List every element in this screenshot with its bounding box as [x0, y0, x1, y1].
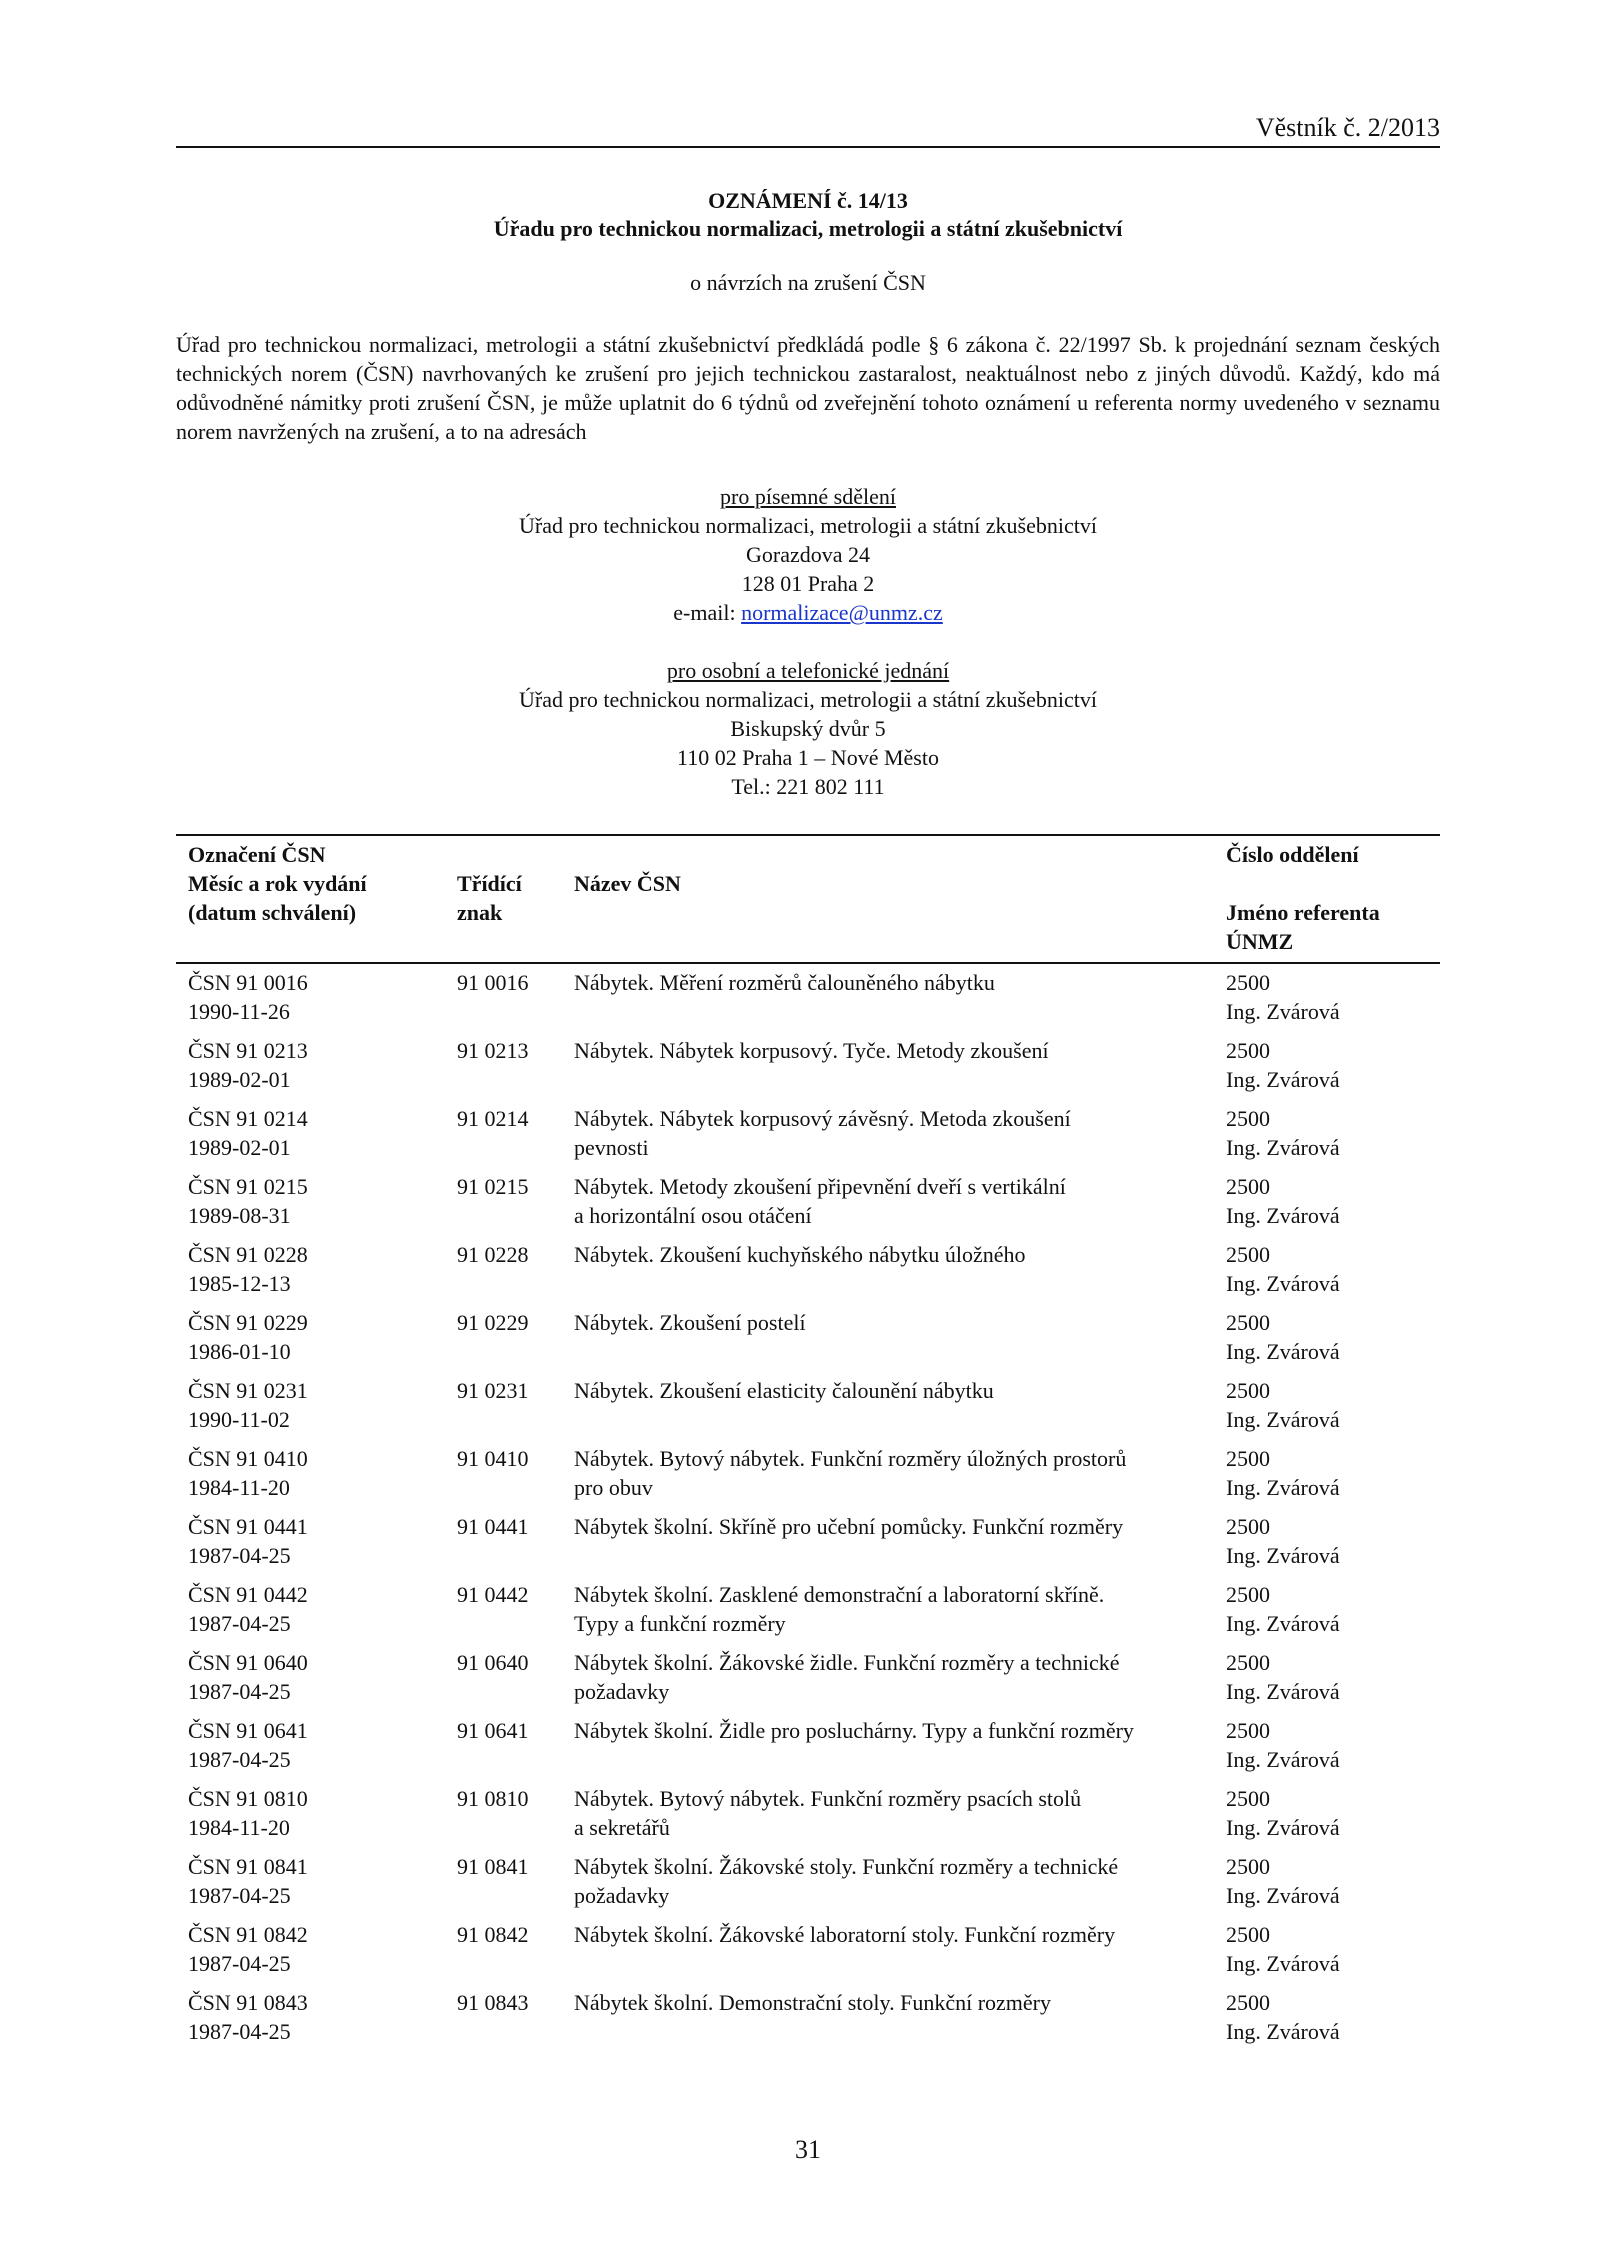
standard-code: ČSN 91 0228: [188, 1242, 308, 1267]
standard-code: ČSN 91 0641: [188, 1718, 308, 1743]
header-classification-line2: znak: [457, 900, 503, 925]
referent-name: Ing. Zvárová: [1226, 999, 1340, 1024]
table-header-rule: [176, 962, 1440, 964]
department-cell: [1226, 1444, 1436, 1502]
department-number: 2500: [1226, 1378, 1270, 1403]
department-number: 2500: [1226, 1718, 1270, 1743]
table-row: [0, 1240, 1600, 1308]
table-row: [0, 968, 1600, 1036]
designation-cell: [188, 1036, 448, 1094]
personal-contact-city: 110 02 Praha 1 – Nové Město: [677, 745, 939, 770]
standard-title-line1: Nábytek. Měření rozměrů čalouněného nábytku: [574, 970, 995, 995]
standard-title-cell: [574, 1104, 1214, 1162]
table-row: [0, 1036, 1600, 1104]
department-number: 2500: [1226, 1922, 1270, 1947]
classification-code: 91 0214: [457, 1106, 529, 1131]
written-contact-city: 128 01 Praha 2: [741, 571, 875, 596]
classification-code: 91 0442: [457, 1582, 529, 1607]
standard-code: ČSN 91 0016: [188, 970, 308, 995]
standard-title-line1: Nábytek školní. Židle pro posluchárny. Typy a funkční rozměry: [574, 1718, 1134, 1743]
department-cell: [1226, 1852, 1436, 1910]
designation-cell: [188, 1852, 448, 1910]
approval-date: 1989-08-31: [188, 1203, 291, 1228]
referent-name: Ing. Zvárová: [1226, 1883, 1340, 1908]
designation-cell: [188, 1512, 448, 1570]
approval-date: 1987-04-25: [188, 1611, 291, 1636]
standard-title-line1: Nábytek školní. Skříně pro učební pomůcky. Funkční rozměry: [574, 1514, 1124, 1539]
designation-cell: [188, 1104, 448, 1162]
referent-name: Ing. Zvárová: [1226, 1203, 1340, 1228]
table-row: [0, 1716, 1600, 1784]
department-cell: [1226, 1648, 1436, 1706]
department-cell: [1226, 1580, 1436, 1638]
referent-name: Ing. Zvárová: [1226, 1951, 1340, 1976]
standard-title-line2: a sekretářů: [574, 1815, 670, 1840]
table-top-rule: [176, 834, 1440, 836]
designation-cell: [188, 1240, 448, 1298]
classification-code: 91 0229: [457, 1310, 529, 1335]
standard-title-cell: [574, 1852, 1214, 1910]
standard-code: ČSN 91 0640: [188, 1650, 308, 1675]
department-cell: [1226, 1172, 1436, 1230]
written-contact-office: Úřad pro technickou normalizaci, metrologii a státní zkušebnictví: [519, 513, 1097, 538]
designation-cell: [188, 1716, 448, 1774]
department-cell: [1226, 1104, 1436, 1162]
referent-name: Ing. Zvárová: [1226, 1339, 1340, 1364]
classification-code: 91 0441: [457, 1514, 529, 1539]
header-designation-line3: (datum schválení): [188, 900, 357, 925]
referent-name: Ing. Zvárová: [1226, 1815, 1340, 1840]
table-row: [0, 1172, 1600, 1240]
classification-code: 91 0843: [457, 1990, 529, 2015]
table-row: [0, 1784, 1600, 1852]
standard-title-line1: Nábytek. Zkoušení kuchyňského nábytku úložného: [574, 1242, 1026, 1267]
standard-title-cell: [574, 1376, 1214, 1405]
standard-title-line1: Nábytek školní. Demonstrační stoly. Funkční rozměry: [574, 1990, 1051, 2015]
standard-code: ČSN 91 0441: [188, 1514, 308, 1539]
standard-title-line2: požadavky: [574, 1883, 670, 1908]
designation-cell: [188, 1648, 448, 1706]
header-classification: [457, 869, 522, 927]
written-contact-block: [176, 482, 1440, 627]
personal-contact-heading: pro osobní a telefonické jednání: [666, 658, 950, 683]
standard-title-line1: Nábytek. Zkoušení elasticity čalounění nábytku: [574, 1378, 994, 1403]
referent-name: Ing. Zvárová: [1226, 2019, 1340, 2044]
department-cell: [1226, 1784, 1436, 1842]
written-contact-street: Gorazdova 24: [745, 542, 870, 567]
header-standard-name: Název ČSN: [574, 871, 681, 896]
department-number: 2500: [1226, 1310, 1270, 1335]
standard-code: ČSN 91 0842: [188, 1922, 308, 1947]
header-classification-line1: Třídící: [457, 871, 522, 896]
approval-date: 1984-11-20: [188, 1475, 290, 1500]
approval-date: 1987-04-25: [188, 1883, 291, 1908]
standard-title-cell: [574, 1988, 1214, 2017]
standard-title-line2: pro obuv: [574, 1475, 653, 1500]
standard-title-cell: [574, 1512, 1214, 1541]
classification-code: 91 0641: [457, 1718, 529, 1743]
personal-contact-office: Úřad pro technickou normalizaci, metrologii a státní zkušebnictví: [519, 687, 1097, 712]
standard-title-line2: pevnosti: [574, 1135, 649, 1160]
standard-code: ČSN 91 0213: [188, 1038, 308, 1063]
department-cell: [1226, 1920, 1436, 1978]
standard-title-cell: [574, 968, 1214, 997]
table-row: [0, 1376, 1600, 1444]
standard-title-line1: Nábytek školní. Zasklené demonstrační a laboratorní skříně.: [574, 1582, 1105, 1607]
standard-code: ČSN 91 0215: [188, 1174, 308, 1199]
department-cell: [1226, 1716, 1436, 1774]
referent-name: Ing. Zvárová: [1226, 1543, 1340, 1568]
header-department-line2: Jméno referenta: [1226, 900, 1380, 925]
designation-cell: [188, 968, 448, 1026]
standard-title-cell: [574, 1784, 1214, 1842]
header-department-line1: Číslo oddělení: [1226, 842, 1359, 867]
standard-title-line1: Nábytek. Zkoušení postelí: [574, 1310, 806, 1335]
department-cell: [1226, 1988, 1436, 2046]
classification-code: 91 0410: [457, 1446, 529, 1471]
department-number: 2500: [1226, 1242, 1270, 1267]
approval-date: 1987-04-25: [188, 1951, 291, 1976]
approval-date: 1987-04-25: [188, 1747, 291, 1772]
table-row: [0, 1648, 1600, 1716]
header-rule: [176, 146, 1440, 148]
department-cell: [1226, 968, 1436, 1026]
table-row: [0, 1988, 1600, 2056]
written-contact-heading: pro písemné sdělení: [720, 484, 896, 509]
standard-title-cell: [574, 1172, 1214, 1230]
department-cell: [1226, 1240, 1436, 1298]
standard-title-line2: a horizontální osou otáčení: [574, 1203, 812, 1228]
written-contact-email-line: [176, 598, 1440, 627]
standard-title-line1: Nábytek. Bytový nábytek. Funkční rozměry úložných prostorů: [574, 1446, 1127, 1471]
standard-title-line1: Nábytek školní. Žákovské stoly. Funkční rozměry a technické: [574, 1854, 1119, 1879]
department-number: 2500: [1226, 1854, 1270, 1879]
standard-title-cell: [574, 1036, 1214, 1065]
referent-name: Ing. Zvárová: [1226, 1067, 1340, 1092]
department-cell: [1226, 1512, 1436, 1570]
referent-name: Ing. Zvárová: [1226, 1747, 1340, 1772]
standards-table-body: [0, 968, 1600, 2056]
table-row: [0, 1920, 1600, 1988]
standard-code: ČSN 91 0410: [188, 1446, 308, 1471]
personal-contact-street: Biskupský dvůr 5: [730, 716, 886, 741]
standard-title-cell: [574, 1580, 1214, 1638]
referent-name: Ing. Zvárová: [1226, 1475, 1340, 1500]
page-number: 31: [795, 2135, 821, 2164]
header-department-spacer: [1226, 869, 1380, 898]
referent-name: Ing. Zvárová: [1226, 1679, 1340, 1704]
standard-code: ČSN 91 0214: [188, 1106, 308, 1131]
designation-cell: [188, 1580, 448, 1638]
standard-title-cell: [574, 1920, 1214, 1949]
standard-title-cell: [574, 1308, 1214, 1337]
classification-code: 91 0841: [457, 1854, 529, 1879]
designation-cell: [188, 1920, 448, 1978]
table-row: [0, 1444, 1600, 1512]
approval-date: 1989-02-01: [188, 1135, 291, 1160]
standard-title-line1: Nábytek. Nábytek korpusový závěsný. Metoda zkoušení: [574, 1106, 1071, 1131]
personal-contact-block: [176, 656, 1440, 801]
classification-code: 91 0228: [457, 1242, 529, 1267]
standard-title-line1: Nábytek školní. Žákovské laboratorní stoly. Funkční rozměry: [574, 1922, 1116, 1947]
standard-title-cell: [574, 1648, 1214, 1706]
email-label: e-mail:: [673, 600, 742, 625]
department-number: 2500: [1226, 1786, 1270, 1811]
standard-title-line1: Nábytek školní. Žákovské židle. Funkční rozměry a technické: [574, 1650, 1120, 1675]
designation-cell: [188, 1784, 448, 1842]
table-row: [0, 1852, 1600, 1920]
header-designation-line1: Označení ČSN: [188, 842, 326, 867]
approval-date: 1987-04-25: [188, 2019, 291, 2044]
classification-code: 91 0810: [457, 1786, 529, 1811]
classification-code: 91 0640: [457, 1650, 529, 1675]
notice-subject: o návrzích na zrušení ČSN: [690, 270, 926, 295]
standard-title-line2: Typy a funkční rozměry: [574, 1611, 786, 1636]
approval-date: 1986-01-10: [188, 1339, 291, 1364]
classification-code: 91 0213: [457, 1038, 529, 1063]
standard-title-line1: Nábytek. Nábytek korpusový. Tyče. Metody zkoušení: [574, 1038, 1049, 1063]
standard-title-cell: [574, 1716, 1214, 1745]
approval-date: 1990-11-02: [188, 1407, 290, 1432]
standard-code: ČSN 91 0442: [188, 1582, 308, 1607]
intro-paragraph: Úřad pro technickou normalizaci, metrologii a státní zkušebnictví předkládá podle § 6 zákona č. 22/1997 Sb. k projednání seznam českých technických norem (ČSN) navrhovaných ke zrušení pro jejich technickou zastaralost, neaktuálnost nebo z jiných důvodů. Každý, kdo má odůvodněné námitky proti zrušení ČSN, je může uplatnit do 6 týdnů od zveřejnění tohoto oznámení u referenta normy uvedeného v seznamu norem navržených na zrušení, a to na adresách: [176, 332, 1440, 444]
designation-cell: [188, 1172, 448, 1230]
department-number: 2500: [1226, 1650, 1270, 1675]
approval-date: 1984-11-20: [188, 1815, 290, 1840]
designation-cell: [188, 1308, 448, 1366]
department-number: 2500: [1226, 1446, 1270, 1471]
header-department: [1226, 840, 1380, 956]
approval-date: 1987-04-25: [188, 1679, 291, 1704]
department-number: 2500: [1226, 1038, 1270, 1063]
department-number: 2500: [1226, 1174, 1270, 1199]
designation-cell: [188, 1444, 448, 1502]
standard-code: ČSN 91 0229: [188, 1310, 308, 1335]
table-row: [0, 1580, 1600, 1648]
approval-date: 1990-11-26: [188, 999, 290, 1024]
referent-name: Ing. Zvárová: [1226, 1135, 1340, 1160]
classification-code: 91 0842: [457, 1922, 529, 1947]
department-cell: [1226, 1036, 1436, 1094]
department-number: 2500: [1226, 1106, 1270, 1131]
standard-code: ČSN 91 0231: [188, 1378, 308, 1403]
classification-code: 91 0231: [457, 1378, 529, 1403]
designation-cell: [188, 1376, 448, 1434]
standard-title-cell: [574, 1444, 1214, 1502]
header-designation-line2: Měsíc a rok vydání: [188, 871, 367, 896]
standard-title-line1: Nábytek. Bytový nábytek. Funkční rozměry psacích stolů: [574, 1786, 1082, 1811]
referent-name: Ing. Zvárová: [1226, 1271, 1340, 1296]
header-department-line3: ÚNMZ: [1226, 929, 1294, 954]
classification-code: 91 0215: [457, 1174, 529, 1199]
referent-name: Ing. Zvárová: [1226, 1611, 1340, 1636]
header-designation: [188, 840, 367, 927]
running-head: Věstník č. 2/2013: [1255, 113, 1440, 142]
department-cell: [1226, 1376, 1436, 1434]
table-row: [0, 1104, 1600, 1172]
notice-issuer: Úřadu pro technickou normalizaci, metrologii a státní zkušebnictví: [493, 216, 1123, 241]
designation-cell: [188, 1988, 448, 2046]
notice-title: OZNÁMENÍ č. 14/13: [708, 188, 908, 213]
department-number: 2500: [1226, 1582, 1270, 1607]
approval-date: 1987-04-25: [188, 1543, 291, 1568]
standard-code: ČSN 91 0843: [188, 1990, 308, 2015]
referent-name: Ing. Zvárová: [1226, 1407, 1340, 1432]
department-cell: [1226, 1308, 1436, 1366]
personal-contact-phone: Tel.: 221 802 111: [731, 774, 885, 799]
standard-title-line1: Nábytek. Metody zkoušení připevnění dveří s vertikální: [574, 1174, 1066, 1199]
table-row: [0, 1308, 1600, 1376]
approval-date: 1989-02-01: [188, 1067, 291, 1092]
approval-date: 1985-12-13: [188, 1271, 291, 1296]
classification-code: 91 0016: [457, 970, 529, 995]
department-number: 2500: [1226, 1990, 1270, 2015]
standard-title-cell: [574, 1240, 1214, 1269]
department-number: 2500: [1226, 970, 1270, 995]
standard-code: ČSN 91 0841: [188, 1854, 308, 1879]
standard-code: ČSN 91 0810: [188, 1786, 308, 1811]
table-row: [0, 1512, 1600, 1580]
department-number: 2500: [1226, 1514, 1270, 1539]
standard-title-line2: požadavky: [574, 1679, 670, 1704]
email-link[interactable]: normalizace@unmz.cz: [741, 600, 943, 625]
